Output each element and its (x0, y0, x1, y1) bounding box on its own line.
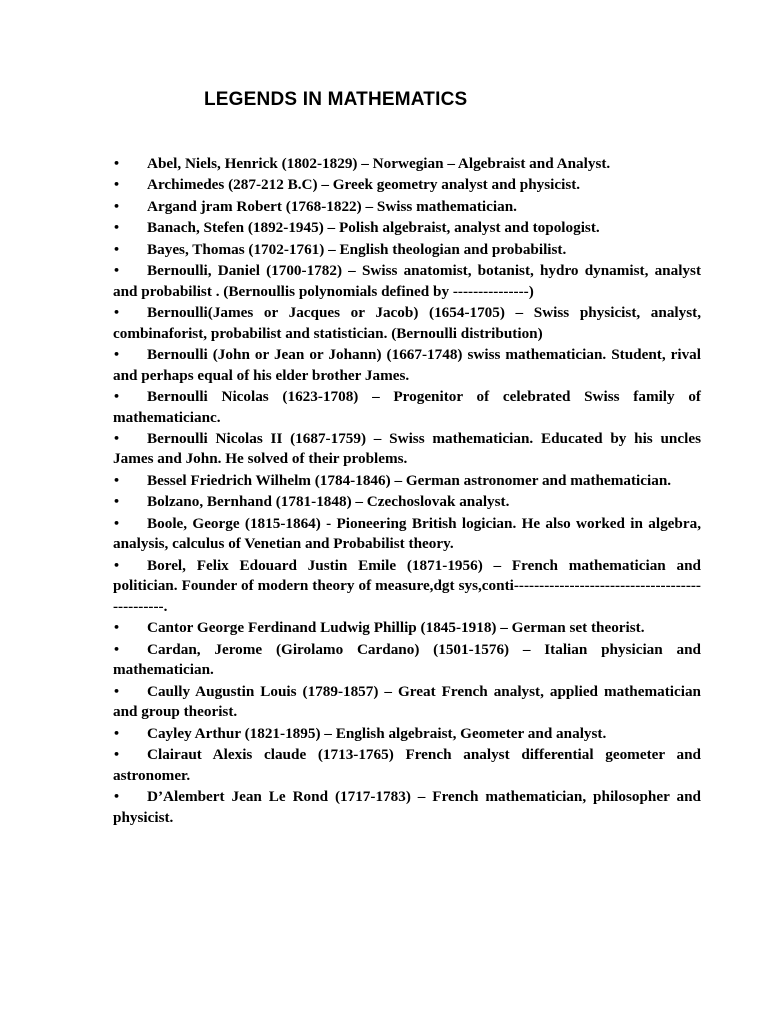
list-item (113, 261, 701, 302)
list-item (113, 429, 701, 470)
list-item-text: Archimedes (287-212 B.C) – Greek geometry analyst and physicist. (147, 176, 581, 194)
bullet-icon: • (113, 684, 121, 698)
bullet-icon: • (113, 431, 121, 445)
list-item (113, 303, 701, 344)
list-item (113, 345, 701, 386)
list-item-text: Cantor George Ferdinand Ludwig Phillip (1845-1918) – German set theorist. (147, 619, 645, 637)
list-item (113, 682, 701, 723)
list-item (113, 240, 701, 261)
bullet-icon: • (113, 178, 121, 192)
list-item (113, 556, 701, 618)
list-item-text: Cayley Arthur (1821-1895) – English algebraist, Geometer and analyst. (147, 724, 607, 742)
list-item (113, 175, 701, 196)
bullet-icon: • (113, 473, 121, 487)
list-item-text: Bolzano, Bernhand (1781-1848) – Czechoslovak analyst. (147, 493, 510, 511)
document-title: LEGENDS IN MATHEMATICS (204, 89, 468, 110)
bullet-icon: • (113, 621, 121, 635)
list-item (113, 745, 701, 786)
list-item (113, 618, 701, 639)
bullet-icon: • (113, 495, 121, 509)
list-item-text: Bernoulli, Daniel (1700-1782) – Swiss anatomist, botanist, hydro dynamist, analyst and probabilist . (Bernoullis polynomials defined by ---------------) (113, 261, 701, 300)
list-item-text: Bernoulli (John or Jean or Johann) (1667-1748) swiss mathematician. Student, rival and perhaps equal of his elder brother James. (113, 345, 701, 384)
list-item-text: Abel, Niels, Henrick (1802-1829) – Norwegian – Algebraist and Analyst. (147, 155, 611, 172)
bullet-icon: • (113, 157, 121, 170)
bullet-icon: • (113, 726, 121, 740)
bullet-icon: • (113, 263, 121, 277)
list-item-text: Bessel Friedrich Wilhelm (1784-1846) – German astronomer and mathematician. (147, 471, 672, 489)
list-item-text: Borel, Felix Edouard Justin Emile (1871-1956) – French mathematician and politician. Founder of modern theory of measure,dgt sys,conti-----------------------------------------------. (113, 556, 701, 615)
list-item-text: Banach, Stefen (1892-1945) – Polish algebraist, analyst and topologist. (147, 219, 600, 237)
bullet-icon: • (113, 516, 121, 530)
bullet-icon: • (113, 305, 121, 319)
bullet-icon: • (113, 558, 121, 572)
list-item-text: Bernoulli(James or Jacques or Jacob) (1654-1705) – Swiss physicist, analyst, combinaforist, probabilist and statistician. (Bernoulli distribution) (113, 303, 701, 342)
list-item (113, 471, 701, 492)
list-item-text: Bernoulli Nicolas (1623-1708) – Progenitor of celebrated Swiss family of mathematicianc. (113, 387, 701, 426)
bullet-icon: • (113, 347, 121, 361)
list-item (113, 154, 701, 175)
list-item-text: Bayes, Thomas (1702-1761) – English theologian and probabilist. (147, 240, 567, 258)
list-item-text: Argand jram Robert (1768-1822) – Swiss mathematician. (147, 197, 517, 215)
list-item (113, 387, 701, 428)
list-item-text: Caully Augustin Louis (1789-1857) – Great French analyst, applied mathematician and group theorist. (113, 682, 701, 721)
bullet-icon: • (113, 242, 121, 256)
list-item-text: Boole, George (1815-1864) - Pioneering British logician. He also worked in algebra, analysis, calculus of Venetian and Probabilist theory. (113, 514, 701, 553)
list-item (113, 787, 701, 828)
list-item (113, 724, 701, 745)
list-item (113, 514, 701, 555)
bullet-icon: • (113, 389, 121, 403)
bullet-icon: • (113, 642, 121, 656)
bullet-icon: • (113, 789, 121, 803)
list-item-text: Clairaut Alexis claude (1713-1765) French analyst differential geometer and astronomer. (113, 745, 701, 784)
list-item-text: Cardan, Jerome (Girolamo Cardano) (1501-1576) – Italian physician and mathematician. (113, 640, 701, 679)
list-item (113, 197, 701, 218)
list-item (113, 640, 701, 681)
list-item-text: Bernoulli Nicolas II (1687-1759) – Swiss mathematician. Educated by his uncles James and John. He solved of their problems. (113, 429, 701, 468)
mathematician-list (113, 154, 701, 828)
bullet-icon: • (113, 747, 121, 761)
bullet-icon: • (113, 199, 121, 213)
bullet-icon: • (113, 221, 121, 235)
list-item (113, 218, 701, 239)
list-item-text: D’Alembert Jean Le Rond (1717-1783) – French mathematician, philosopher and physicist. (113, 787, 701, 826)
list-item (113, 492, 701, 513)
